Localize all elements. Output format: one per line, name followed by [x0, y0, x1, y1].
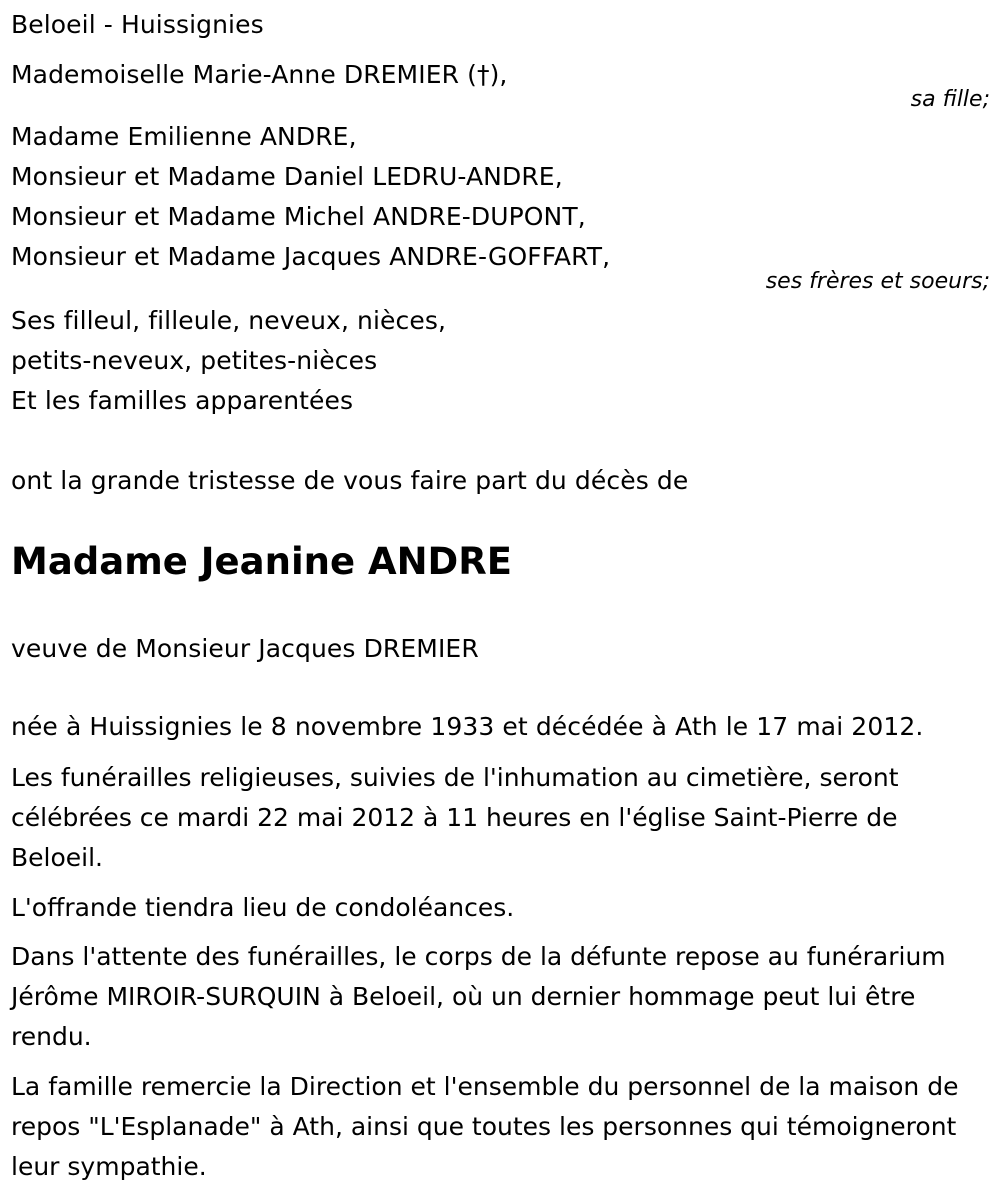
- deceased-name: Madame Jeanine ANDRE: [11, 540, 513, 583]
- thanks-note: La famille remercie la Direction et l'ensemble du personnel de la maison de repos "L'Esplanade" à Ath, ainsi que toutes les personnes qui témoigneront leur sympathie.: [11, 1072, 959, 1181]
- family-line-3: Et les familles apparentées: [11, 386, 354, 415]
- siblings-relation: ses frères et soeurs;: [765, 269, 990, 294]
- family-line-2: petits-neveux, petites-nièces: [11, 346, 378, 375]
- sibling-line-4: Monsieur et Madame Jacques ANDRE-GOFFART,: [11, 242, 611, 271]
- location-header: Beloeil - Huissignies: [11, 10, 264, 39]
- sibling-line-3: Monsieur et Madame Michel ANDRE-DUPONT,: [11, 202, 586, 231]
- announcement-text: ont la grande tristesse de vous faire part du décès de: [11, 466, 689, 495]
- daughter-relation: sa fille;: [910, 87, 990, 112]
- sibling-line-2: Monsieur et Madame Daniel LEDRU-ANDRE,: [11, 162, 563, 191]
- funeral-details: Les funérailles religieuses, suivies de l'inhumation au cimetière, seront célébrées ce mardi 22 mai 2012 à 11 heures en l'église Saint-Pierre de Beloeil.: [11, 763, 899, 872]
- family-line-1: Ses filleul, filleule, neveux, nièces,: [11, 306, 447, 335]
- birth-death-dates: née à Huissignies le 8 novembre 1933 et décédée à Ath le 17 mai 2012.: [11, 712, 924, 741]
- daughter-name: Mademoiselle Marie-Anne DREMIER (†),: [11, 60, 508, 89]
- sibling-line-1: Madame Emilienne ANDRE,: [11, 122, 357, 151]
- widow-of: veuve de Monsieur Jacques DREMIER: [11, 634, 479, 663]
- viewing-details: Dans l'attente des funérailles, le corps de la défunte repose au funérarium Jérôme MIROIR-SURQUIN à Beloeil, où un dernier hommage peut lui être rendu.: [11, 942, 946, 1051]
- offering-note: L'offrande tiendra lieu de condoléances.: [11, 893, 515, 922]
